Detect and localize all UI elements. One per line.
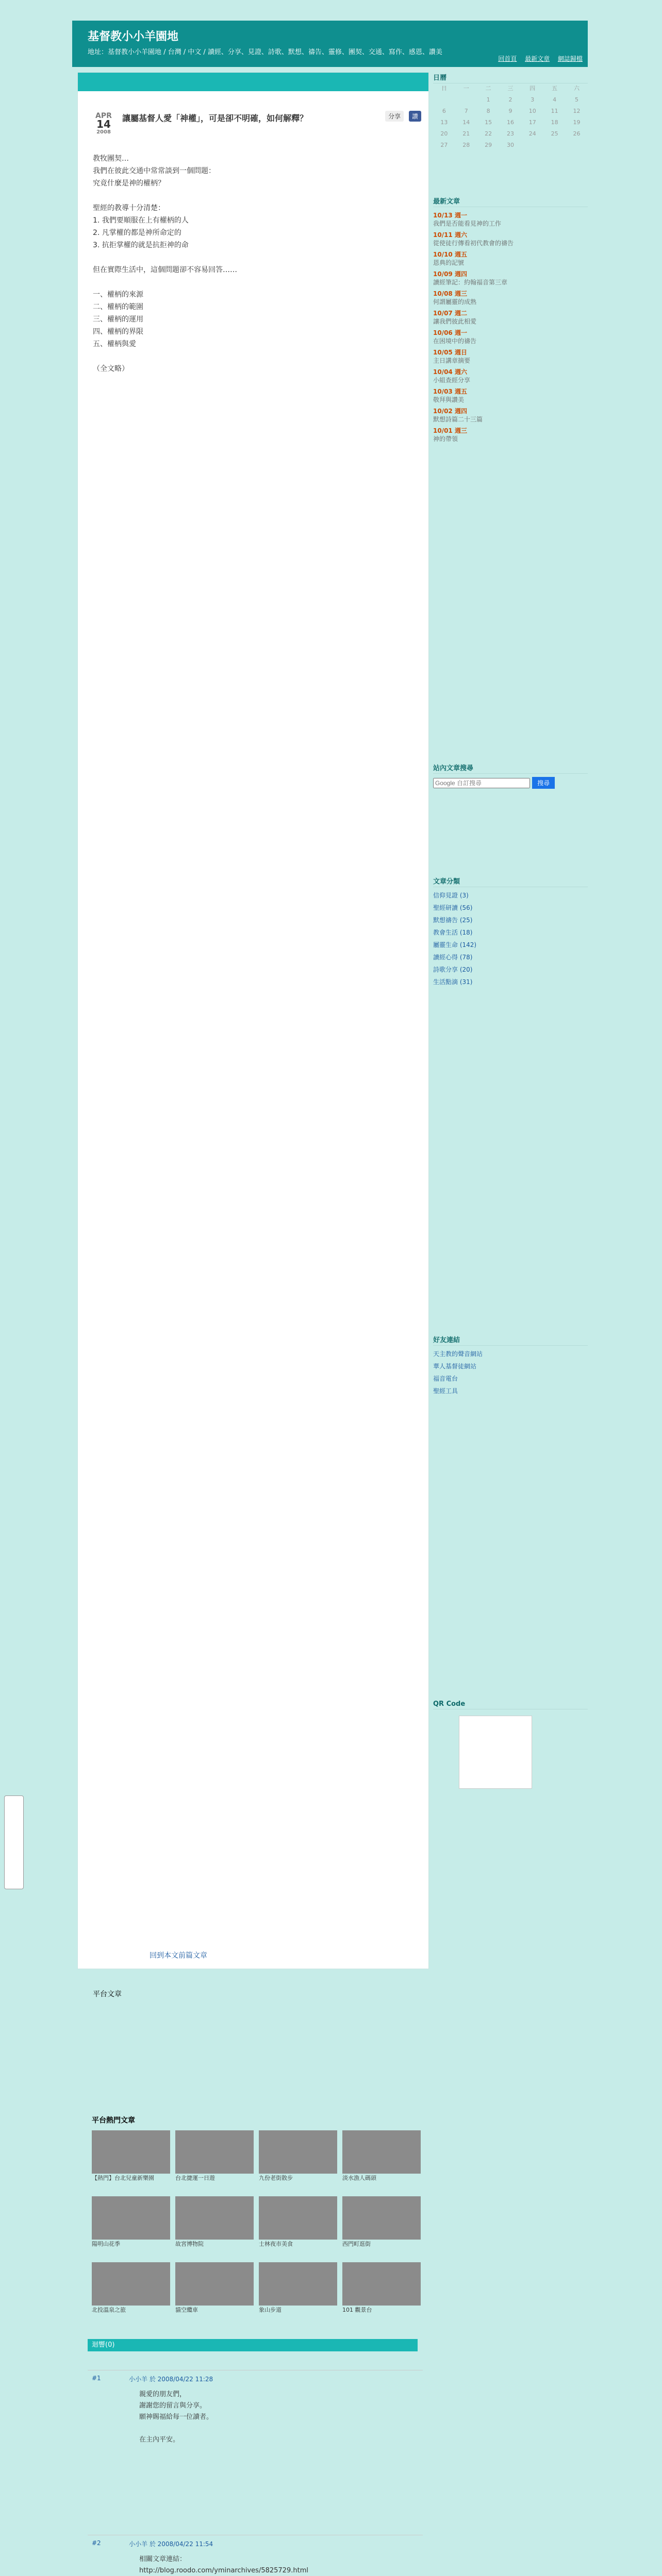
tags-label: 平台文章 [93,1990,122,1998]
comment-author[interactable]: 小小羊 於 2008/04/22 11:28 [129,2376,213,2383]
related-thumb [92,2130,170,2174]
related-item[interactable]: 象山步道 [259,2262,337,2323]
qr-section [433,1700,588,1709]
categories-section [433,876,588,887]
related-thumb [342,2196,421,2240]
search-input[interactable] [433,778,530,788]
related-item[interactable]: 故宮博物院 [175,2196,254,2257]
recent-post-item[interactable]: 10/04 週六 小組查經分享 [433,368,471,384]
friend-link[interactable]: 華人基督徒網站 [433,1363,477,1370]
friends-title: 好友連結 [433,1334,588,1346]
category-item[interactable]: 信仰見證 (3) [433,892,469,899]
related-thumb [259,2262,337,2306]
search-button[interactable]: 搜尋 [532,777,555,789]
back-link[interactable]: 回到本文前篇文章 [150,1952,207,1960]
comment-body: 親愛的朋友們， 謝謝您的留言與分享。 願神賜福給每一位讀者。 在主內平安。 [139,2391,213,2444]
comment-number: #2 [92,2539,101,2547]
friends-section [433,1334,588,1346]
blog-title[interactable]: 基督教小小羊園地 [88,30,179,43]
related-item[interactable]: 西門町逛街 [342,2196,421,2257]
recent-post-item[interactable]: 10/11 週六 從使徒行傳看初代教會的禱告 [433,231,514,247]
recent-post-item[interactable]: 10/13 週一 我們是否能看見神的工作 [433,212,502,227]
related-item[interactable]: 101 觀景台 [342,2262,421,2323]
friend-link[interactable]: 聖經工具 [433,1387,458,1395]
comment-body: 相關文章連結： http://blog.roodo.com/yminarchives/5825729.html [139,2555,308,2574]
post-date-day: 14 [96,118,111,130]
blog-description: 地址：基督教小小羊園地 / 台灣 / 中文 / 讀經、分享、見證、詩歌、默想、禱告、靈修、團契、交通、寫作、感恩、讚美 [88,48,442,56]
recent-posts-title: 最新文章 [433,196,588,207]
comment-number: #1 [92,2375,101,2382]
search-section [433,762,588,789]
recent-posts-section [433,196,588,207]
categories-title: 文章分類 [433,876,588,887]
related-item[interactable]: 【熱門】台北兒童新樂園 [92,2130,170,2191]
comment-author[interactable]: 小小羊 於 2008/04/22 11:54 [129,2540,213,2548]
calendar-section [433,72,588,148]
related-thumb [342,2130,421,2174]
category-item[interactable]: 默想禱告 (25) [433,917,473,924]
post-date [91,112,116,137]
header-link-archive[interactable]: 網誌歸檔 [557,55,583,62]
category-item[interactable]: 讀經心得 (78) [433,954,473,961]
floating-side-tab[interactable] [4,1795,24,1889]
blog-header [72,21,588,67]
post-topbar [78,73,428,91]
related-thumb [342,2262,421,2306]
related-item[interactable]: 淡水漁人碼頭 [342,2130,421,2191]
related-item[interactable]: 士林夜市美食 [259,2196,337,2257]
related-item[interactable]: 台北捷運一日遊 [175,2130,254,2191]
header-link-latest[interactable]: 最新文章 [525,55,550,62]
recent-post-item[interactable]: 10/02 週四 默想詩篇二十三篇 [433,408,483,423]
qr-code-image [459,1716,532,1789]
related-title: 平台熱門文章 [92,2116,135,2125]
recent-post-item[interactable]: 10/10 週五 恩典的記號 [433,251,467,266]
category-item[interactable]: 教會生活 (18) [433,929,473,936]
related-item[interactable]: 北投溫泉之旅 [92,2262,170,2323]
category-item[interactable]: 聖經研讀 (56) [433,904,473,911]
friend-link[interactable]: 福音電台 [433,1375,458,1382]
related-thumb [175,2196,254,2240]
comment-item [88,2370,423,2525]
qr-title: QR Code [433,1700,588,1709]
related-thumb [259,2130,337,2174]
header-links [492,54,583,63]
header-link-home[interactable]: 回首頁 [498,55,517,62]
comment-item [88,2535,423,2576]
calendar-title: 日曆 [433,72,588,83]
recent-post-item[interactable]: 10/06 週一 在困境中的禱告 [433,329,477,345]
category-item[interactable]: 屬靈生命 (142) [433,941,477,948]
post-body: 教牧團契… 我們在彼此交通中常常談到一個問題： 究竟什麼是神的權柄？ 聖經的教導十分清楚： 1. 我們要順服在上有權柄的人 2. 凡掌權的都是神所命定的 3. 抗拒掌權的就是抗拒神的命 但在實際生活中，這個問題卻不容易回答…… 一、權柄的來源 二、權柄的範圍 三、權柄的運用 四、權柄的界限 五、權柄與愛 （全文略） [93,155,237,373]
post-title[interactable]: 讓屬基督人愛「神權」，可是卻不明確，如何解釋？ [122,113,308,123]
category-item[interactable]: 生活點滴 (31) [433,978,473,986]
share-buttons [382,111,421,122]
related-item[interactable]: 陽明山花季 [92,2196,170,2257]
comments-title: 迴響(0) [88,2339,418,2351]
search-title: 站內文章搜尋 [433,762,588,774]
recent-post-item[interactable]: 10/07 週二 讓我們彼此相愛 [433,310,477,325]
share-button[interactable]: 分享 [385,111,404,122]
recent-post-item[interactable]: 10/08 週三 何謂屬靈的成熟 [433,290,477,306]
post-header [91,112,421,137]
related-item[interactable]: 九份老街散步 [259,2130,337,2191]
related-thumb [259,2196,337,2240]
like-button[interactable]: 讚 [409,111,421,122]
related-thumb [92,2196,170,2240]
recent-post-item[interactable]: 10/05 週日 主日講章摘要 [433,349,471,364]
calendar-table: 日 一 二 三 四 五 六 1 2 3 4 5 6 7 8 9 10 11 12 13 14 15 16 17 18 19 20 21 22 23 24 25 26 27 28 29 30 [440,85,581,148]
recent-post-item[interactable]: 10/09 週四 讀經筆記：約翰福音第三章 [433,270,508,286]
related-thumb [175,2130,254,2174]
related-thumb [92,2262,170,2306]
category-item[interactable]: 詩歌分享 (20) [433,966,473,973]
related-item[interactable]: 貓空纜車 [175,2262,254,2323]
recent-post-item[interactable]: 10/01 週三 神的帶領 [433,427,467,443]
friend-link[interactable]: 天主教的聲音網站 [433,1350,483,1358]
related-thumb [175,2262,254,2306]
post-date-month: APR [95,112,112,120]
post-date-year: 2008 [96,129,111,135]
recent-post-item[interactable]: 10/03 週五 敬拜與讚美 [433,388,467,403]
